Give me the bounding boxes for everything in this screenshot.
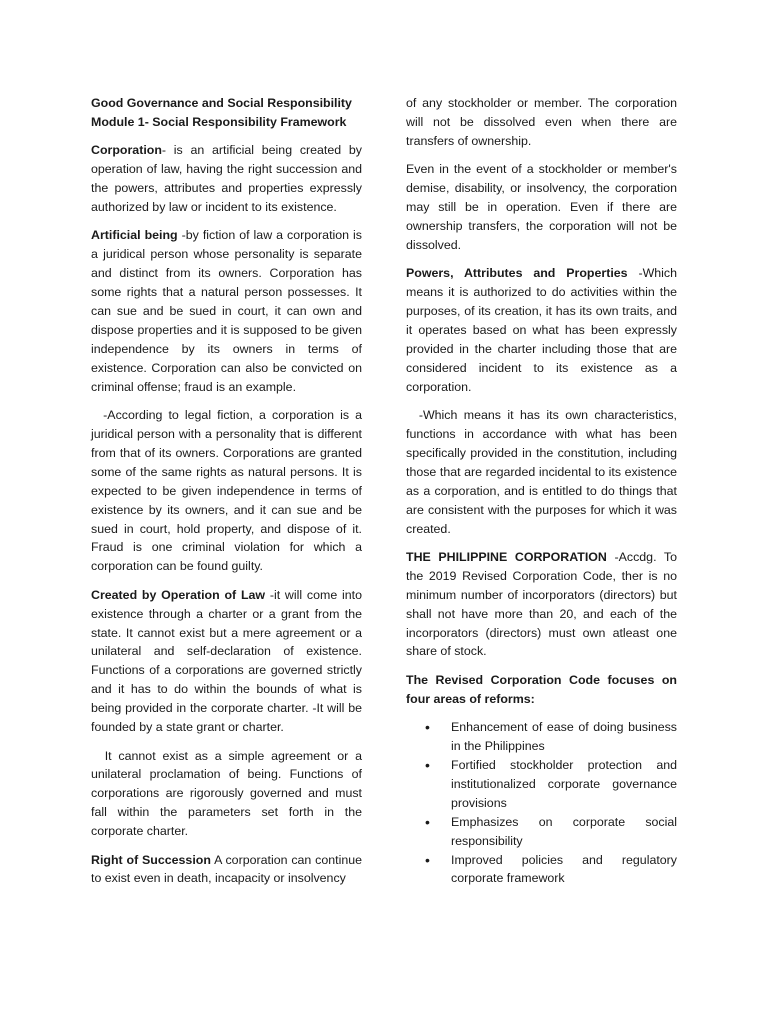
paragraph-characteristics — [406, 406, 677, 538]
paragraph-legal-fiction — [91, 406, 362, 576]
paragraph-demise: Even in the event of a stockholder or member's demise, disability, or insolvency, the corporation may still be in operation. Even if there are ownership transfers, the corporation will not be dissolved. — [406, 162, 677, 252]
definition-operation-of-law: -it will come into existence through a charter or a grant from the state. It cannot exist but a mere agreement or a unilateral and self-declaration of existence. Functions of a corporations are governed strictly and it has to do within the bounds of what is being provided in the corporate charter. -It will be founded by a state grant or charter. — [91, 587, 362, 735]
title-line-1: Good Governance and Social Responsibility — [91, 96, 352, 110]
definition-powers: -Which means it is authorized to do activities within the purposes, of its creation, it has its own traits, and it operates based on what has been expressly provided in the charter including those that are considered incident to its existence as a corporation. — [406, 266, 678, 394]
list-item: • Improved policies and regulatory corporate framework — [406, 851, 677, 889]
reforms-list — [406, 718, 677, 888]
list-item: • Enhancement of ease of doing business in the Philippines — [406, 718, 677, 756]
term-corporation: Corporation — [91, 143, 162, 158]
reforms-heading: The Revised Corporation Code focuses on four areas of reforms: — [406, 672, 677, 706]
term-philippine-corporation: THE PHILIPPINE CORPORATION — [406, 549, 607, 564]
definition-right-of-succession: A corporation can continue to exist even in death, incapacity or insolvency — [91, 852, 362, 886]
left-column — [91, 94, 362, 898]
term-powers: Powers, Attributes and Properties — [406, 266, 628, 281]
document-title — [91, 94, 362, 132]
paragraph-simple-agreement — [91, 747, 362, 842]
definition-corporation: - is an artificial being created by operation of law, having the right succession and the powers, attributes and properties expressly authorized by law or incident to its existence. — [91, 143, 362, 215]
list-item: • Emphasizes on corporate social responsibility — [406, 813, 677, 851]
paragraph-succession-continued: of any stockholder or member. The corporation will not be dissolved even when there are transfers of ownership. — [406, 96, 677, 148]
paragraph-powers — [406, 264, 677, 396]
title-line-2: Module 1- Social Responsibility Framework — [91, 114, 347, 129]
term-artificial-being: Artificial being — [91, 228, 178, 243]
paragraph-right-of-succession — [91, 851, 362, 889]
paragraph-operation-of-law — [91, 586, 362, 737]
definition-artificial-being: -by fiction of law a corporation is a juridical person whose personality is separate and distinct from its owners. Corporation has some rights that a natural person possesses. It can sue and be sued in court, it can own and dispose properties and it is supposed to be given independence by its owners in terms of existence. Corporation can also be convicted on criminal offense; fraud is an example. — [91, 228, 362, 394]
simple-agreement-text: It cannot exist as a simple agreement or a unilateral proclamation of being. Functions of corporations are rigorously governed and must fall within the parameters set forth in the corporate charter. — [91, 748, 362, 839]
paragraph-philippine-corporation — [406, 548, 677, 661]
right-column — [406, 94, 677, 888]
list-item: • Fortified stockholder protection and institutionalized corporate governance provisions — [406, 756, 677, 813]
legal-fiction-text: -According to legal fiction, a corporation is a juridical person with a personality that is different from that of its owners. Corporations are granted some of the same rights as natural persons. It is expected to be given independence in terms of existence by its owners, and it can sue and be sued in court, hold property, and dispose of it. Fraud is one criminal violation for which a corporation can be found guilty. — [91, 408, 362, 574]
paragraph-artificial-being — [91, 226, 362, 396]
term-operation-of-law: Created by Operation of Law — [91, 587, 266, 602]
definition-philippine-corporation: -Accdg. To the 2019 Revised Corporation Code, ther is no minimum number of incorporators (directors) but shall not have more than 20, and each of the incorporators (directors) must own atleast one share of stock. — [406, 549, 677, 659]
term-right-of-succession: Right of Succession — [91, 852, 211, 867]
paragraph-corporation — [91, 141, 362, 217]
characteristics-text: -Which means it has its own characteristics, functions in accordance with what has been specifically provided in the constitution, including those that are regarded incidental to its existence as a corporation, and is entitled to do things that are consistent with the purposes for which it was created. — [406, 408, 677, 536]
